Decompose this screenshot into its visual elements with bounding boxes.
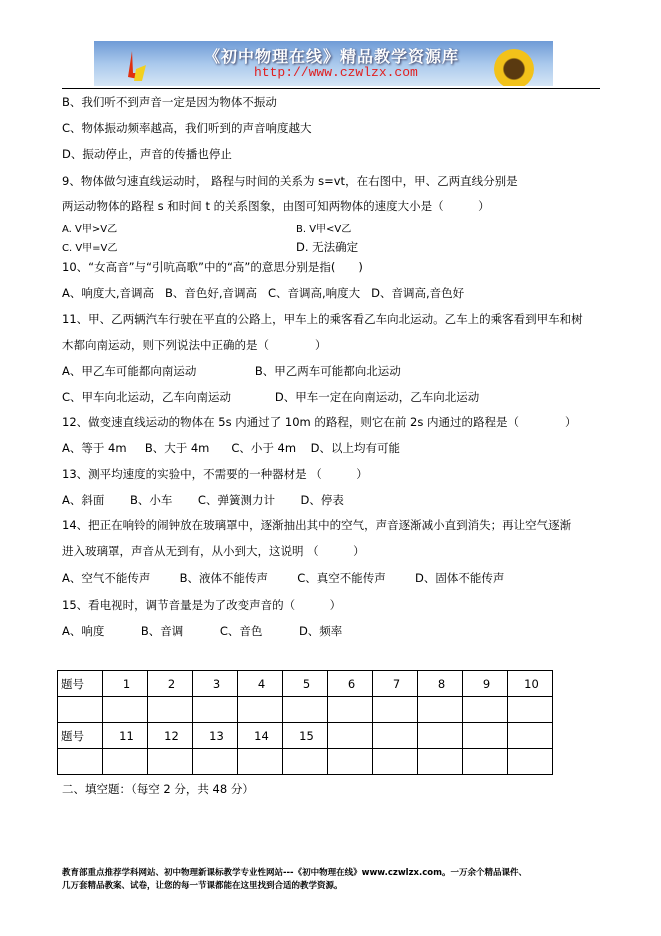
answer-cell[interactable] <box>508 749 553 775</box>
cell: 题号 <box>58 723 103 749</box>
question-line: 11、甲、乙两辆汽车行驶在平直的公路上，甲车上的乘客看乙车向北运动。乙车上的乘客看到甲车和树 <box>62 312 583 326</box>
q9-option-d: D. 无法确定 <box>296 240 359 254</box>
cell: 9 <box>463 671 508 697</box>
footer-line: 几万套精品教案、试卷，让您的每一节课都能在这里找到合适的教学资源。 <box>62 881 343 891</box>
question-line: 14、把正在响铃的闹钟放在玻璃罩中，逐渐抽出其中的空气，声音逐渐减小直到消失；再让空气逐渐 <box>62 518 572 532</box>
cell: 2 <box>148 671 193 697</box>
table-row <box>58 749 553 775</box>
answer-cell[interactable] <box>328 697 373 723</box>
answer-cell[interactable] <box>148 697 193 723</box>
question-line: 13、测平均速度的实验中，不需要的一种器材是 （ ） <box>62 467 368 481</box>
cell: 11 <box>103 723 148 749</box>
cell: 10 <box>508 671 553 697</box>
q9-option-b: B. V甲<V乙 <box>296 224 352 235</box>
site-banner <box>94 41 553 86</box>
q9-option-a: A. V甲>V乙 <box>62 224 118 235</box>
cell <box>328 723 373 749</box>
option-line: A、甲乙车可能都向南运动 B、甲乙两车可能都向北运动 <box>62 364 401 378</box>
q9-option-c: C. V甲=V乙 <box>62 243 118 254</box>
answer-cell[interactable] <box>328 749 373 775</box>
option-line: D、振动停止，声音的传播也停止 <box>62 147 232 161</box>
option-line: B、我们听不到声音一定是因为物体不振动 <box>62 95 277 109</box>
answer-cell[interactable] <box>373 697 418 723</box>
option-line: A、响度 B、音调 C、音色 D、频率 <box>62 624 343 638</box>
question-line: 木都向南运动，则下列说法中正确的是（ ） <box>62 338 327 352</box>
question-line: 12、做变速直线运动的物体在 5s 内通过了 10m 的路程，则它在前 2s 内通过的路程是（ ） <box>62 415 577 429</box>
header-rule <box>62 88 600 89</box>
cell <box>418 723 463 749</box>
answer-cell[interactable] <box>103 697 148 723</box>
sunflower-image <box>494 49 534 86</box>
cell: 4 <box>238 671 283 697</box>
answer-cell[interactable] <box>283 749 328 775</box>
cell <box>508 723 553 749</box>
option-line: A、等于 4m B、大于 4m C、小于 4m D、以上均有可能 <box>62 441 400 455</box>
cell: 7 <box>373 671 418 697</box>
option-line: A、斜面 B、小车 C、弹簧测力计 D、停表 <box>62 493 344 507</box>
answer-cell[interactable] <box>238 697 283 723</box>
answer-cell[interactable] <box>418 749 463 775</box>
cell: 15 <box>283 723 328 749</box>
question-line: 两运动物体的路程 s 和时间 t 的关系图象，由图可知两物体的速度大小是（ ） <box>62 199 490 213</box>
table-row <box>58 723 553 749</box>
section-heading: 二、填空题：（每空 2 分，共 48 分） <box>62 782 254 796</box>
cell: 3 <box>193 671 238 697</box>
cell: 13 <box>193 723 238 749</box>
answer-cell[interactable] <box>193 749 238 775</box>
option-line: A、响度大,音调高 B、音色好,音调高 C、音调高,响度大 D、音调高,音色好 <box>62 286 465 300</box>
table-row <box>58 697 553 723</box>
logo-icon <box>124 51 146 83</box>
cell: 12 <box>148 723 193 749</box>
cell: 14 <box>238 723 283 749</box>
answer-cell[interactable] <box>58 697 103 723</box>
question-line: 10、“女高音”与“引吭高歌”中的“高”的意思分别是指( ) <box>62 260 363 274</box>
cell <box>463 723 508 749</box>
answer-cell[interactable] <box>193 697 238 723</box>
cell <box>373 723 418 749</box>
answer-cell[interactable] <box>463 697 508 723</box>
answer-cell[interactable] <box>283 697 328 723</box>
answer-cell[interactable] <box>508 697 553 723</box>
question-line: 15、看电视时，调节音量是为了改变声音的（ ） <box>62 598 342 612</box>
option-line: C、甲车向北运动，乙车向南运动 D、甲车一定在向南运动，乙车向北运动 <box>62 390 480 404</box>
answer-cell[interactable] <box>58 749 103 775</box>
cell: 题号 <box>58 671 103 697</box>
cell: 8 <box>418 671 463 697</box>
answer-cell[interactable] <box>103 749 148 775</box>
option-line: A、空气不能传声 B、液体不能传声 C、真空不能传声 D、固体不能传声 <box>62 571 505 585</box>
option-line: C、物体振动频率越高，我们听到的声音响度越大 <box>62 121 312 135</box>
table-row <box>58 671 553 697</box>
cell: 6 <box>328 671 373 697</box>
answer-cell[interactable] <box>238 749 283 775</box>
footer-line: 教育部重点推荐学科网站、初中物理新课标教学专业性网站---《初中物理在线》www.czwlzx.com。一万余个精品课件、 <box>62 868 527 878</box>
answer-cell[interactable] <box>463 749 508 775</box>
answer-table <box>57 670 553 775</box>
question-line: 进入玻璃罩，声音从无到有，从小到大，这说明 （ ） <box>62 544 365 558</box>
answer-cell[interactable] <box>148 749 193 775</box>
cell: 1 <box>103 671 148 697</box>
answer-cell[interactable] <box>418 697 463 723</box>
banner-url[interactable]: http://www.czwlzx.com <box>254 65 418 80</box>
answer-cell[interactable] <box>373 749 418 775</box>
question-line: 9、物体做匀速直线运动时， 路程与时间的关系为 s=vt，在右图中，甲、乙两直线分别是 <box>62 174 518 188</box>
cell: 5 <box>283 671 328 697</box>
banner-title: 《初中物理在线》精品教学资源库 <box>204 47 460 66</box>
